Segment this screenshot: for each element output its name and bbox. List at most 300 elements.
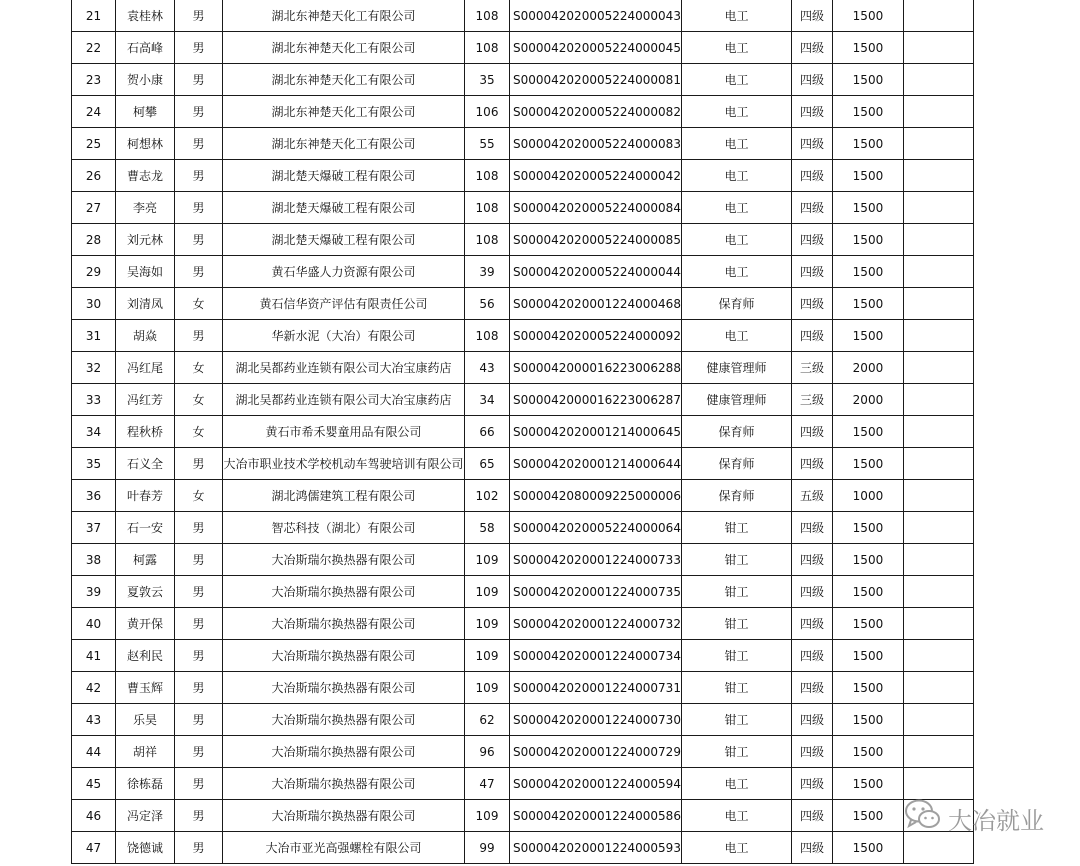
table-row: [72, 384, 974, 416]
cell-score: 109: [465, 672, 510, 704]
cell-gender: 男: [175, 832, 223, 864]
cell-name: 胡祥: [116, 736, 175, 768]
cell-level: 四级: [791, 768, 832, 800]
cell-gender: 女: [175, 288, 223, 320]
cell-amount: 1500: [832, 736, 903, 768]
cell-level: 四级: [791, 608, 832, 640]
cell-occupation: 电工: [681, 320, 791, 352]
cell-amount: 1500: [832, 128, 903, 160]
cell-certificate: S000042020005224000045: [510, 32, 682, 64]
cell-certificate: S000042000016223006287: [510, 384, 682, 416]
cell-certificate: S000042020001214000645: [510, 416, 682, 448]
cell-company: 大冶斯瑞尔换热器有限公司: [223, 608, 465, 640]
cell-occupation: 电工: [681, 128, 791, 160]
cell-no: 30: [72, 288, 116, 320]
cell-certificate: S000042020001224000734: [510, 640, 682, 672]
cell-gender: 女: [175, 480, 223, 512]
cell-company: 智芯科技（湖北）有限公司: [223, 512, 465, 544]
cell-company: 湖北楚天爆破工程有限公司: [223, 160, 465, 192]
wechat-icon: [904, 798, 942, 838]
table-row: [72, 64, 974, 96]
cell-certificate: S000042020001214000644: [510, 448, 682, 480]
cell-occupation: 电工: [681, 0, 791, 32]
table-row: [72, 160, 974, 192]
cell-remark: [903, 512, 973, 544]
cell-company: 湖北东神楚天化工有限公司: [223, 128, 465, 160]
cell-no: 47: [72, 832, 116, 864]
cell-score: 47: [465, 768, 510, 800]
table-row: [72, 320, 974, 352]
cell-score: 109: [465, 576, 510, 608]
table-body: [72, 0, 974, 864]
cell-no: 27: [72, 192, 116, 224]
cell-amount: 1500: [832, 288, 903, 320]
cell-certificate: S000042020005224000092: [510, 320, 682, 352]
cell-level: 四级: [791, 672, 832, 704]
cell-occupation: 钳工: [681, 576, 791, 608]
cell-no: 46: [72, 800, 116, 832]
cell-occupation: 电工: [681, 64, 791, 96]
cell-score: 109: [465, 640, 510, 672]
cell-gender: 男: [175, 320, 223, 352]
cell-occupation: 保育师: [681, 416, 791, 448]
cell-occupation: 电工: [681, 96, 791, 128]
cell-company: 大冶市亚光高强螺栓有限公司: [223, 832, 465, 864]
cell-gender: 男: [175, 256, 223, 288]
cell-certificate: S000042020001224000732: [510, 608, 682, 640]
cell-score: 106: [465, 96, 510, 128]
cell-amount: 2000: [832, 384, 903, 416]
cell-name: 贺小康: [116, 64, 175, 96]
cell-no: 37: [72, 512, 116, 544]
cell-score: 108: [465, 32, 510, 64]
cell-name: 胡焱: [116, 320, 175, 352]
cell-gender: 男: [175, 640, 223, 672]
cell-certificate: S000042020005224000085: [510, 224, 682, 256]
cell-level: 三级: [791, 384, 832, 416]
cell-remark: [903, 192, 973, 224]
cell-score: 108: [465, 0, 510, 32]
cell-certificate: S000042020001224000730: [510, 704, 682, 736]
table-row: [72, 768, 974, 800]
cell-score: 55: [465, 128, 510, 160]
cell-remark: [903, 768, 973, 800]
cell-score: 65: [465, 448, 510, 480]
cell-gender: 男: [175, 128, 223, 160]
cell-score: 99: [465, 832, 510, 864]
cell-gender: 男: [175, 736, 223, 768]
cell-amount: 1500: [832, 32, 903, 64]
cell-company: 大冶斯瑞尔换热器有限公司: [223, 800, 465, 832]
cell-occupation: 钳工: [681, 544, 791, 576]
cell-certificate: S000042020005224000043: [510, 0, 682, 32]
cell-score: 108: [465, 160, 510, 192]
cell-company: 湖北鸿儒建筑工程有限公司: [223, 480, 465, 512]
cell-occupation: 电工: [681, 224, 791, 256]
cell-remark: [903, 96, 973, 128]
cell-no: 41: [72, 640, 116, 672]
cell-name: 冯红芳: [116, 384, 175, 416]
cell-score: 56: [465, 288, 510, 320]
cell-no: 36: [72, 480, 116, 512]
table-row: [72, 448, 974, 480]
cell-level: 四级: [791, 800, 832, 832]
cell-certificate: S000042020005224000064: [510, 512, 682, 544]
table-row: [72, 128, 974, 160]
cell-score: 96: [465, 736, 510, 768]
cell-remark: [903, 704, 973, 736]
cell-remark: [903, 640, 973, 672]
cell-level: 四级: [791, 544, 832, 576]
cell-certificate: S000042020005224000042: [510, 160, 682, 192]
cell-level: 四级: [791, 832, 832, 864]
cell-certificate: S000042000016223006288: [510, 352, 682, 384]
cell-occupation: 电工: [681, 832, 791, 864]
cell-level: 四级: [791, 288, 832, 320]
cell-amount: 1500: [832, 704, 903, 736]
cell-remark: [903, 320, 973, 352]
cell-occupation: 电工: [681, 160, 791, 192]
cell-gender: 男: [175, 224, 223, 256]
cell-gender: 男: [175, 448, 223, 480]
cell-certificate: S000042020001224000593: [510, 832, 682, 864]
cell-level: 四级: [791, 320, 832, 352]
cell-gender: 男: [175, 160, 223, 192]
cell-occupation: 电工: [681, 256, 791, 288]
table-row: [72, 704, 974, 736]
cell-certificate: S000042020005224000083: [510, 128, 682, 160]
cell-occupation: 钳工: [681, 512, 791, 544]
cell-remark: [903, 576, 973, 608]
cell-amount: 2000: [832, 352, 903, 384]
cell-remark: [903, 480, 973, 512]
cell-gender: 男: [175, 0, 223, 32]
cell-no: 29: [72, 256, 116, 288]
cell-amount: 1500: [832, 512, 903, 544]
cell-company: 大冶斯瑞尔换热器有限公司: [223, 768, 465, 800]
cell-level: 四级: [791, 704, 832, 736]
cell-name: 曹志龙: [116, 160, 175, 192]
cell-remark: [903, 736, 973, 768]
cell-company: 湖北东神楚天化工有限公司: [223, 0, 465, 32]
cell-gender: 女: [175, 416, 223, 448]
cell-certificate: S000042020001224000735: [510, 576, 682, 608]
table-row: [72, 32, 974, 64]
cell-name: 乐昊: [116, 704, 175, 736]
cell-occupation: 电工: [681, 32, 791, 64]
cell-level: 四级: [791, 416, 832, 448]
table-row: [72, 640, 974, 672]
cell-name: 夏敦云: [116, 576, 175, 608]
cell-gender: 男: [175, 64, 223, 96]
cell-remark: [903, 448, 973, 480]
cell-certificate: S000042080009225000006: [510, 480, 682, 512]
cell-gender: 男: [175, 96, 223, 128]
cell-company: 大冶斯瑞尔换热器有限公司: [223, 576, 465, 608]
cell-occupation: 电工: [681, 768, 791, 800]
cell-name: 袁桂林: [116, 0, 175, 32]
cell-occupation: 电工: [681, 800, 791, 832]
cell-occupation: 健康管理师: [681, 384, 791, 416]
cell-certificate: S000042020005224000081: [510, 64, 682, 96]
cell-level: 四级: [791, 0, 832, 32]
cell-score: 43: [465, 352, 510, 384]
cell-remark: [903, 64, 973, 96]
cell-amount: 1500: [832, 64, 903, 96]
cell-certificate: S000042020001224000733: [510, 544, 682, 576]
cell-level: 四级: [791, 576, 832, 608]
cell-certificate: S000042020001224000731: [510, 672, 682, 704]
cell-level: 四级: [791, 160, 832, 192]
cell-name: 柯露: [116, 544, 175, 576]
cell-level: 四级: [791, 640, 832, 672]
cell-certificate: S000042020005224000084: [510, 192, 682, 224]
cell-level: 五级: [791, 480, 832, 512]
cell-amount: 1500: [832, 576, 903, 608]
cell-name: 柯攀: [116, 96, 175, 128]
cell-name: 程秋桥: [116, 416, 175, 448]
cell-gender: 男: [175, 544, 223, 576]
cell-name: 柯想林: [116, 128, 175, 160]
cell-no: 40: [72, 608, 116, 640]
cell-remark: [903, 352, 973, 384]
cell-occupation: 钳工: [681, 672, 791, 704]
cell-company: 大冶斯瑞尔换热器有限公司: [223, 736, 465, 768]
cell-amount: 1500: [832, 192, 903, 224]
table-row: [72, 832, 974, 864]
cell-name: 吴海如: [116, 256, 175, 288]
cell-level: 三级: [791, 352, 832, 384]
cell-level: 四级: [791, 448, 832, 480]
table-row: [72, 480, 974, 512]
cell-gender: 男: [175, 768, 223, 800]
cell-company: 大冶斯瑞尔换热器有限公司: [223, 640, 465, 672]
cell-level: 四级: [791, 32, 832, 64]
cell-company: 湖北吴都药业连锁有限公司大冶宝康药店: [223, 352, 465, 384]
cell-remark: [903, 256, 973, 288]
cell-score: 34: [465, 384, 510, 416]
cell-certificate: S000042020005224000044: [510, 256, 682, 288]
cell-remark: [903, 32, 973, 64]
cell-no: 23: [72, 64, 116, 96]
cell-no: 24: [72, 96, 116, 128]
table-row: [72, 736, 974, 768]
table-row: [72, 0, 974, 32]
table-row: [72, 800, 974, 832]
cell-remark: [903, 128, 973, 160]
cell-name: 徐栋磊: [116, 768, 175, 800]
table-row: [72, 608, 974, 640]
cell-certificate: S000042020001224000729: [510, 736, 682, 768]
cell-gender: 女: [175, 352, 223, 384]
cell-score: 58: [465, 512, 510, 544]
cell-company: 大冶斯瑞尔换热器有限公司: [223, 544, 465, 576]
cell-no: 25: [72, 128, 116, 160]
cell-no: 32: [72, 352, 116, 384]
table-row: [72, 256, 974, 288]
cell-remark: [903, 384, 973, 416]
cell-amount: 1500: [832, 256, 903, 288]
cell-amount: 1500: [832, 768, 903, 800]
cell-no: 38: [72, 544, 116, 576]
cell-amount: 1500: [832, 448, 903, 480]
cell-gender: 男: [175, 32, 223, 64]
cell-company: 大冶斯瑞尔换热器有限公司: [223, 704, 465, 736]
cell-company: 黄石华盛人力资源有限公司: [223, 256, 465, 288]
cell-score: 109: [465, 608, 510, 640]
cell-amount: 1500: [832, 608, 903, 640]
cell-no: 21: [72, 0, 116, 32]
table-row: [72, 416, 974, 448]
cell-company: 湖北东神楚天化工有限公司: [223, 64, 465, 96]
table-row: [72, 544, 974, 576]
cell-company: 湖北楚天爆破工程有限公司: [223, 192, 465, 224]
cell-no: 22: [72, 32, 116, 64]
cell-name: 刘清凤: [116, 288, 175, 320]
cell-occupation: 钳工: [681, 608, 791, 640]
cell-no: 43: [72, 704, 116, 736]
cell-score: 109: [465, 800, 510, 832]
cell-level: 四级: [791, 224, 832, 256]
cell-amount: 1500: [832, 544, 903, 576]
cell-remark: [903, 160, 973, 192]
cell-score: 39: [465, 256, 510, 288]
cell-name: 刘元林: [116, 224, 175, 256]
cell-no: 39: [72, 576, 116, 608]
cell-name: 石义全: [116, 448, 175, 480]
cell-occupation: 钳工: [681, 640, 791, 672]
cell-name: 曹玉辉: [116, 672, 175, 704]
cell-score: 102: [465, 480, 510, 512]
cell-score: 35: [465, 64, 510, 96]
cell-company: 湖北东神楚天化工有限公司: [223, 96, 465, 128]
cell-gender: 男: [175, 800, 223, 832]
cell-no: 28: [72, 224, 116, 256]
cell-level: 四级: [791, 128, 832, 160]
cell-score: 108: [465, 192, 510, 224]
cell-name: 黄开保: [116, 608, 175, 640]
cell-gender: 男: [175, 672, 223, 704]
cell-remark: [903, 288, 973, 320]
cell-amount: 1500: [832, 96, 903, 128]
cell-score: 66: [465, 416, 510, 448]
cell-level: 四级: [791, 192, 832, 224]
cell-company: 黄石市希禾婴童用品有限公司: [223, 416, 465, 448]
watermark-text: 大冶就业: [948, 806, 1044, 835]
cell-score: 109: [465, 544, 510, 576]
cell-no: 45: [72, 768, 116, 800]
subsidy-table: [71, 0, 974, 864]
cell-level: 四级: [791, 736, 832, 768]
cell-occupation: 电工: [681, 192, 791, 224]
table-row: [72, 352, 974, 384]
cell-name: 叶春芳: [116, 480, 175, 512]
cell-score: 108: [465, 224, 510, 256]
cell-occupation: 保育师: [681, 288, 791, 320]
table-row: [72, 224, 974, 256]
cell-certificate: S000042020001224000594: [510, 768, 682, 800]
cell-occupation: 钳工: [681, 704, 791, 736]
cell-amount: 1000: [832, 480, 903, 512]
cell-name: 李亮: [116, 192, 175, 224]
cell-no: 35: [72, 448, 116, 480]
table-row: [72, 576, 974, 608]
cell-name: 冯红尾: [116, 352, 175, 384]
table-row: [72, 672, 974, 704]
cell-remark: [903, 544, 973, 576]
cell-amount: 1500: [832, 640, 903, 672]
cell-no: 31: [72, 320, 116, 352]
watermark: [904, 798, 1044, 838]
cell-amount: 1500: [832, 320, 903, 352]
cell-name: 赵利民: [116, 640, 175, 672]
cell-occupation: 保育师: [681, 480, 791, 512]
cell-gender: 男: [175, 608, 223, 640]
cell-occupation: 健康管理师: [681, 352, 791, 384]
cell-occupation: 钳工: [681, 736, 791, 768]
cell-remark: [903, 672, 973, 704]
cell-amount: 1500: [832, 672, 903, 704]
cell-company: 大冶斯瑞尔换热器有限公司: [223, 672, 465, 704]
cell-gender: 男: [175, 704, 223, 736]
cell-level: 四级: [791, 512, 832, 544]
cell-remark: [903, 224, 973, 256]
cell-no: 34: [72, 416, 116, 448]
cell-company: 湖北东神楚天化工有限公司: [223, 32, 465, 64]
cell-score: 108: [465, 320, 510, 352]
cell-remark: [903, 608, 973, 640]
cell-level: 四级: [791, 64, 832, 96]
cell-amount: 1500: [832, 800, 903, 832]
cell-remark: [903, 416, 973, 448]
cell-name: 饶德诚: [116, 832, 175, 864]
cell-certificate: S000042020005224000082: [510, 96, 682, 128]
cell-score: 62: [465, 704, 510, 736]
cell-level: 四级: [791, 256, 832, 288]
cell-no: 42: [72, 672, 116, 704]
cell-remark: [903, 0, 973, 32]
cell-certificate: S000042020001224000586: [510, 800, 682, 832]
cell-company: 大冶市职业技术学校机动车驾驶培训有限公司: [223, 448, 465, 480]
cell-amount: 1500: [832, 160, 903, 192]
cell-gender: 男: [175, 576, 223, 608]
cell-company: 湖北楚天爆破工程有限公司: [223, 224, 465, 256]
table-row: [72, 96, 974, 128]
cell-name: 石高峰: [116, 32, 175, 64]
cell-occupation: 保育师: [681, 448, 791, 480]
cell-name: 冯定泽: [116, 800, 175, 832]
cell-amount: 1500: [832, 224, 903, 256]
cell-no: 44: [72, 736, 116, 768]
cell-amount: 1500: [832, 0, 903, 32]
cell-company: 湖北吴都药业连锁有限公司大冶宝康药店: [223, 384, 465, 416]
cell-certificate: S000042020001224000468: [510, 288, 682, 320]
cell-amount: 1500: [832, 832, 903, 864]
cell-gender: 男: [175, 512, 223, 544]
table-row: [72, 512, 974, 544]
cell-company: 黄石信华资产评估有限责任公司: [223, 288, 465, 320]
cell-company: 华新水泥（大冶）有限公司: [223, 320, 465, 352]
cell-no: 33: [72, 384, 116, 416]
cell-name: 石一安: [116, 512, 175, 544]
cell-gender: 女: [175, 384, 223, 416]
cell-level: 四级: [791, 96, 832, 128]
cell-no: 26: [72, 160, 116, 192]
table-row: [72, 192, 974, 224]
table-row: [72, 288, 974, 320]
cell-gender: 男: [175, 192, 223, 224]
cell-amount: 1500: [832, 416, 903, 448]
